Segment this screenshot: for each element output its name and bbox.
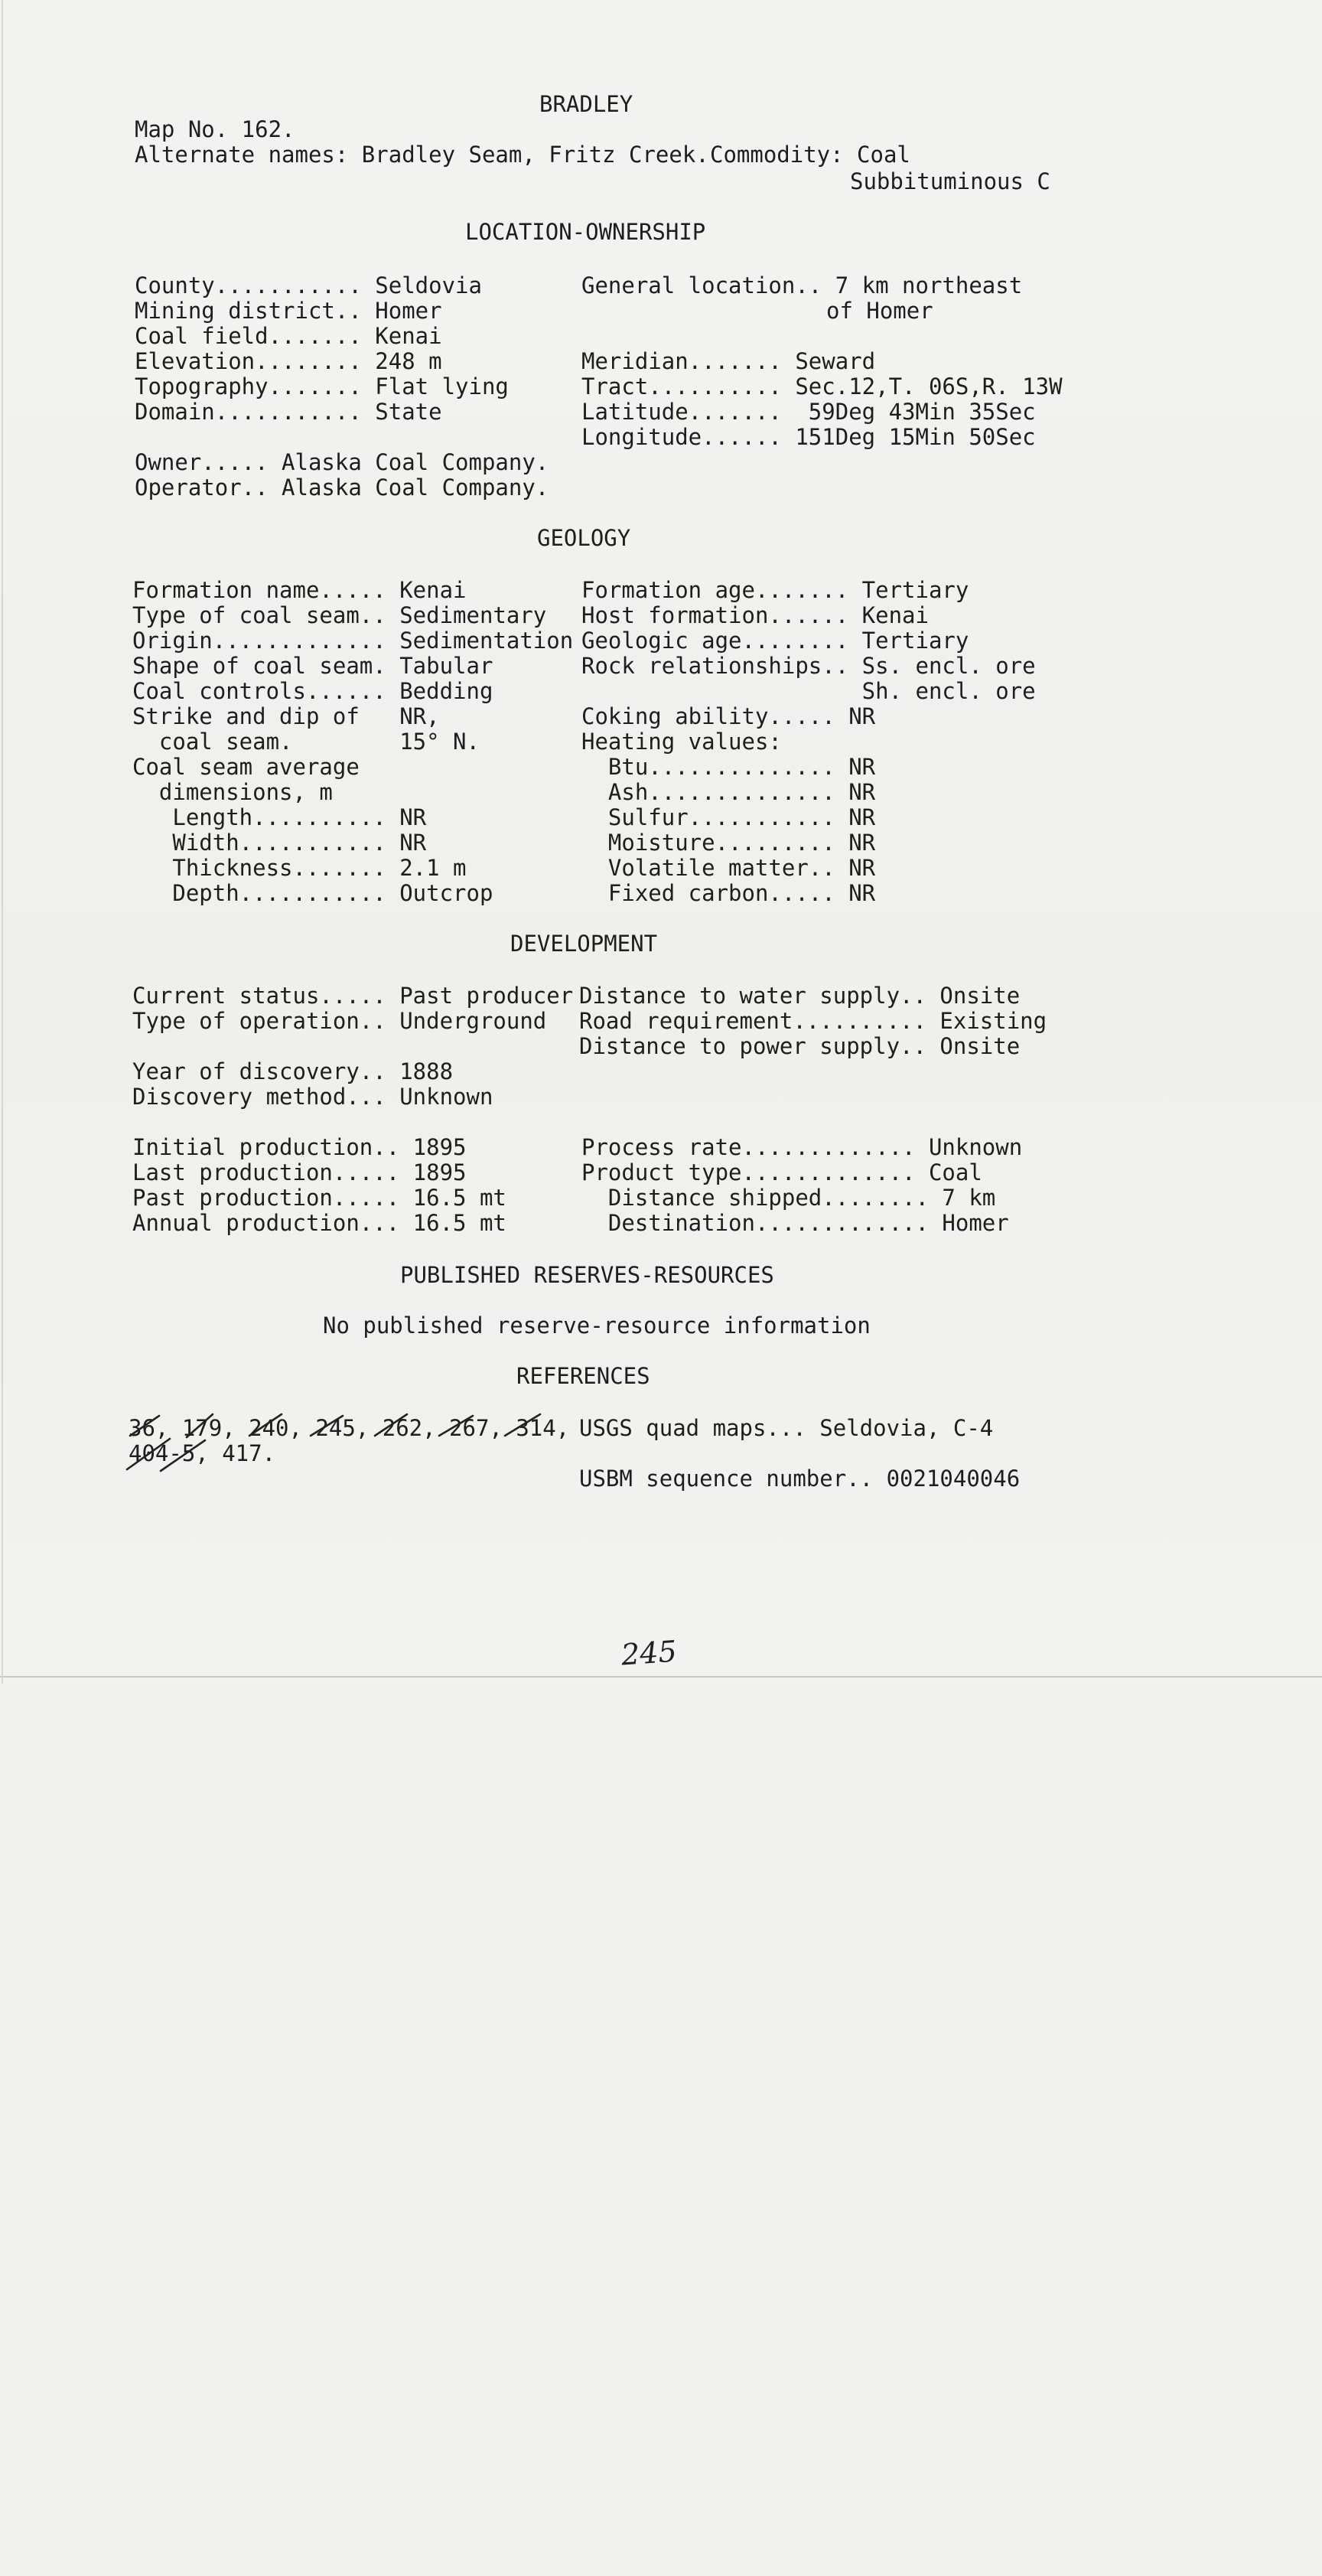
location-left-5: Domain........... State: [135, 399, 442, 425]
development-right-c-3: Destination............. Homer: [581, 1210, 1009, 1236]
general-location-cont: of Homer: [826, 298, 933, 324]
map-number: Map No. 162.: [135, 116, 295, 142]
usbm-sequence-number: USBM sequence number.. 0021040046: [579, 1466, 1021, 1492]
location-right-0: Meridian....... Seward: [581, 348, 876, 374]
geology-left-1: Type of coal seam.. Sedimentary: [132, 602, 547, 628]
development-right-c-2: Distance shipped........ 7 km: [581, 1185, 996, 1211]
development-left-c-0: Initial production.. 1895: [132, 1134, 467, 1160]
usgs-quad-maps: USGS quad maps... Seldovia, C-4: [579, 1415, 994, 1441]
location-right-1: Tract.......... Sec.12,T. 06S,R. 13W: [581, 373, 1063, 399]
geology-right-4: Sh. encl. ore: [581, 678, 1036, 704]
record-title: BRADLEY: [539, 91, 633, 117]
geology-left-7: Coal seam average: [132, 754, 360, 780]
general-location: General location.. 7 km northeast: [581, 272, 1023, 298]
geology-left-11: Thickness....... 2.1 m: [132, 855, 467, 881]
geology-right-9: Sulfur........... NR: [581, 804, 876, 830]
geology-right-0: Formation age....... Tertiary: [581, 577, 969, 603]
geology-left-0: Formation name..... Kenai: [132, 577, 467, 603]
section-heading-development: DEVELOPMENT: [510, 931, 658, 957]
development-right-a-2: Distance to power supply.. Onsite: [579, 1033, 1021, 1059]
geology-right-10: Moisture......... NR: [581, 830, 876, 856]
geology-left-6: coal seam. 15° N.: [132, 729, 480, 755]
location-left-2: Coal field....... Kenai: [135, 323, 442, 349]
geology-right-7: Btu.............. NR: [581, 754, 876, 780]
geology-right-11: Volatile matter.. NR: [581, 855, 876, 881]
geology-right-12: Fixed carbon..... NR: [581, 880, 876, 906]
geology-right-2: Geologic age........ Tertiary: [581, 628, 969, 654]
alternate-names: Alternate names: Bradley Seam, Fritz Creek.: [135, 142, 709, 168]
development-left-c-2: Past production..... 16.5 mt: [132, 1185, 506, 1211]
commodity-rank: Subbituminous C: [850, 168, 1050, 194]
development-right-a-0: Distance to water supply.. Onsite: [579, 983, 1021, 1009]
geology-left-4: Coal controls...... Bedding: [132, 678, 493, 704]
location-left-1: Mining district.. Homer: [135, 298, 442, 324]
geology-left-8: dimensions, m: [132, 779, 333, 805]
development-left-c-1: Last production..... 1895: [132, 1159, 467, 1185]
location-left-0: County........... Seldovia: [135, 272, 482, 298]
geology-right-5: Coking ability..... NR: [581, 703, 876, 729]
references-line-1: 36, 179, 240, 245, 262, 267, 314,: [129, 1415, 570, 1441]
development-left-a-1: Type of operation.. Underground: [132, 1008, 547, 1034]
geology-left-2: Origin............. Sedimentation: [132, 628, 574, 654]
owner: Owner..... Alaska Coal Company.: [135, 449, 549, 475]
geology-left-12: Depth........... Outcrop: [132, 880, 493, 906]
development-left-b-1: Discovery method... Unknown: [132, 1084, 493, 1110]
section-heading-geology: GEOLOGY: [537, 525, 631, 551]
references-line-2: 404-5, 417.: [129, 1440, 276, 1466]
reserves-text: No published reserve-resource information: [323, 1312, 871, 1339]
geology-right-6: Heating values:: [581, 729, 782, 755]
development-right-a-1: Road requirement.......... Existing: [579, 1008, 1047, 1034]
location-left-4: Topography....... Flat lying: [135, 373, 509, 399]
development-left-a-0: Current status..... Past producer: [132, 983, 574, 1009]
development-left-b-0: Year of discovery.. 1888: [132, 1058, 454, 1084]
geology-right-3: Rock relationships.. Ss. encl. ore: [581, 653, 1036, 679]
development-right-c-0: Process rate............. Unknown: [581, 1134, 1023, 1160]
geology-right-8: Ash.............. NR: [581, 779, 876, 805]
development-left-c-3: Annual production... 16.5 mt: [132, 1210, 506, 1236]
geology-right-1: Host formation...... Kenai: [581, 602, 929, 628]
development-right-c-1: Product type............. Coal: [581, 1159, 982, 1185]
page-number: 245: [620, 1634, 678, 1672]
geology-left-10: Width........... NR: [132, 830, 427, 856]
geology-left-5: Strike and dip of NR,: [132, 703, 440, 729]
geology-left-9: Length.......... NR: [132, 804, 427, 830]
section-heading-reserves: PUBLISHED RESERVES-RESOURCES: [400, 1262, 774, 1288]
location-left-3: Elevation........ 248 m: [135, 348, 442, 374]
operator: Operator.. Alaska Coal Company.: [135, 474, 549, 501]
section-heading-references: REFERENCES: [516, 1363, 650, 1389]
section-heading-location-ownership: LOCATION-OWNERSHIP: [465, 219, 706, 245]
location-right-3: Longitude...... 151Deg 15Min 50Sec: [581, 424, 1036, 450]
geology-left-3: Shape of coal seam. Tabular: [132, 653, 493, 679]
commodity: Commodity: Coal: [710, 142, 910, 168]
location-right-2: Latitude....... 59Deg 43Min 35Sec: [581, 399, 1036, 425]
